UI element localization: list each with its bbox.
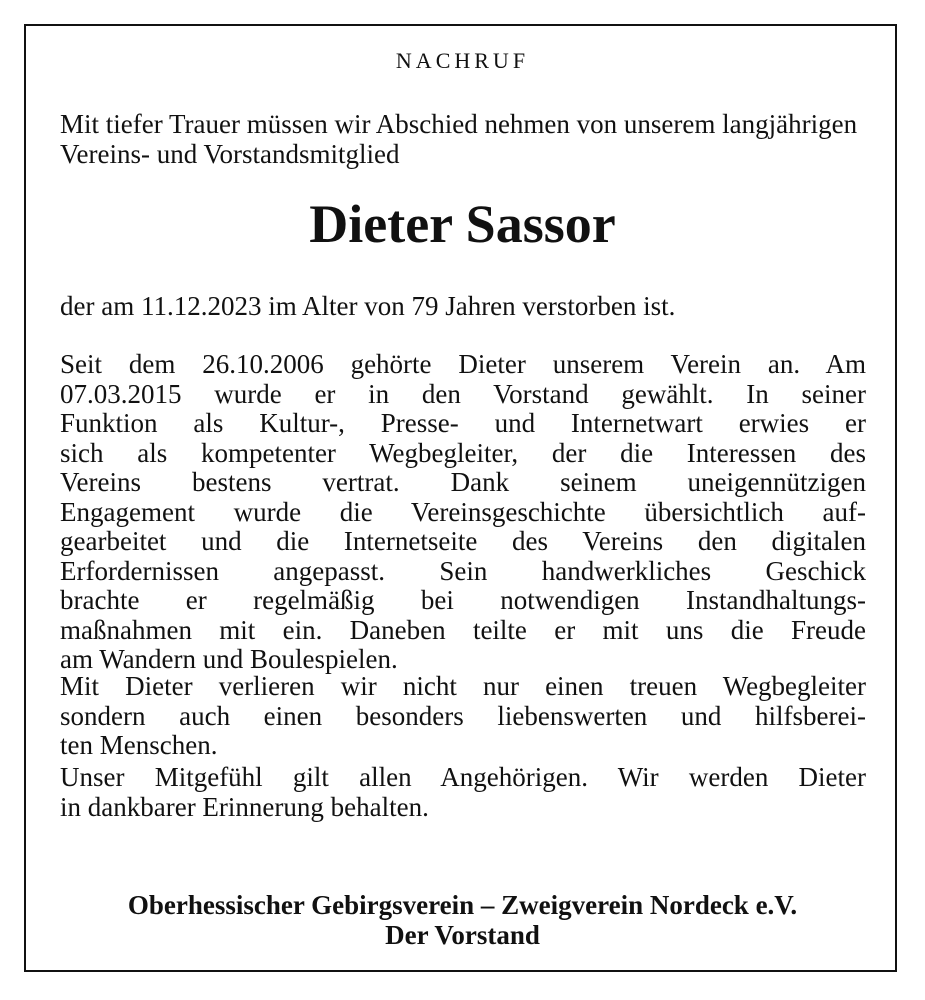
paragraph-line: gearbeitet und die Internetseite des Vereins den digitalen — [60, 526, 866, 556]
paragraph-line: Funktion als Kultur-, Presse- und Internetwart erwies er — [60, 408, 866, 438]
paragraph-loss — [60, 672, 866, 761]
paragraph-line: ten Menschen. — [60, 730, 218, 760]
paragraph-line: Erfordernissen angepasst. Sein handwerkliches Geschick — [60, 555, 866, 586]
deceased-name: Dieter Sassor — [309, 194, 616, 254]
death-line: der am 11.12.2023 im Alter von 79 Jahren verstorben ist. — [60, 291, 676, 321]
paragraph-line: 07.03.2015 wurde er in den Vorstand gewählt. In seiner — [60, 378, 866, 409]
paragraph-line: Vereins bestens vertrat. Dank seinem uneigennützigen — [60, 467, 866, 497]
paragraph-line: in dankbarer Erinnerung behalten. — [60, 791, 429, 822]
paragraph-membership — [60, 350, 866, 675]
signature-organization: Oberhessischer Gebirgsverein – Zweigverein Nordeck e.V. — [127, 890, 798, 920]
paragraph-line: maßnahmen mit ein. Daneben teilte er mit uns die Freude — [60, 614, 866, 645]
intro-text: Mit tiefer Trauer müssen wir Abschied nehmen von unserem langjährigen Vereins- und Vorstandsmitglied — [60, 109, 858, 169]
paragraph-line: Seit dem 26.10.2006 gehörte Dieter unserem Verein an. Am — [60, 349, 866, 379]
paragraph-line: Mit Dieter verlieren wir nicht nur einen treuen Wegbegleiter — [60, 671, 866, 701]
paragraph-line: Unser Mitgefühl gilt allen Angehörigen. Wir werden Dieter — [60, 762, 866, 792]
paragraph-line: am Wandern und Boulespielen. — [60, 644, 398, 674]
paragraph-condolence — [60, 763, 866, 822]
paragraph-line: Engagement wurde die Vereinsgeschichte übersichtlich auf- — [60, 496, 866, 527]
signature-role: Der Vorstand — [385, 920, 540, 950]
paragraph-line: sich als kompetenter Wegbegleiter, der die Interessen des — [60, 437, 866, 468]
notice-heading: NACHRUF — [395, 48, 530, 73]
paragraph-line: brachte er regelmäßig bei notwendigen Instandhaltungs- — [60, 585, 866, 615]
paragraph-line: sondern auch einen besonders liebenswerten und hilfsberei- — [60, 700, 866, 731]
signature-block — [0, 890, 925, 950]
